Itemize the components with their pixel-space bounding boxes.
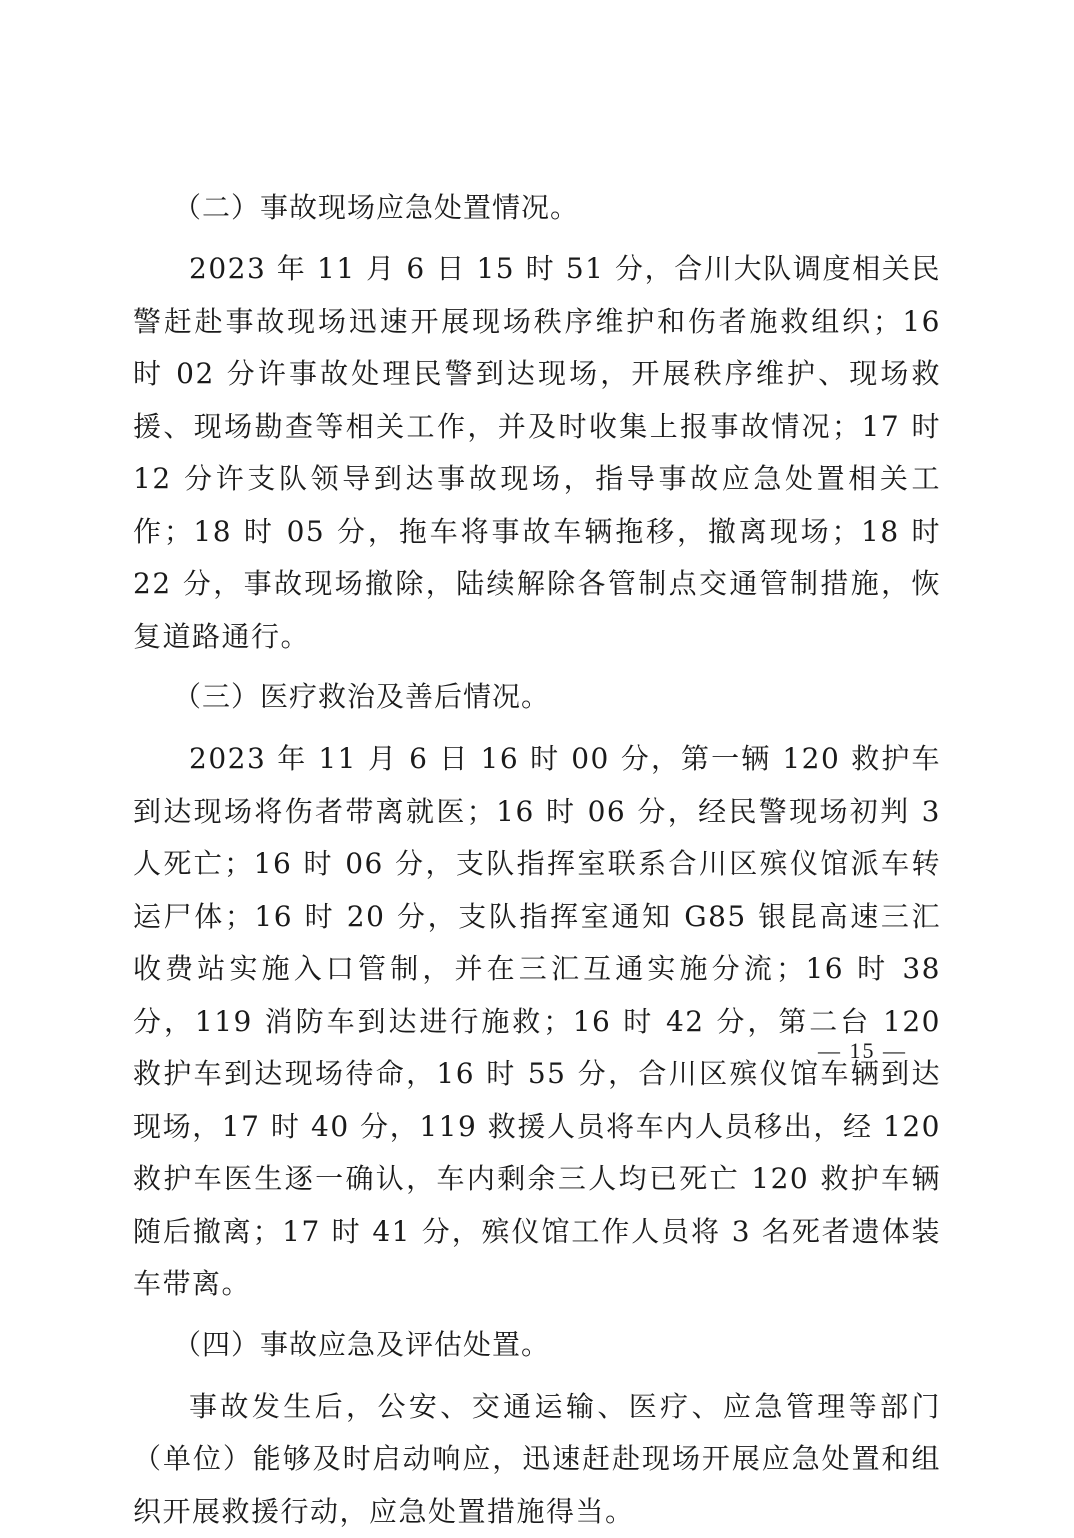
section-paragraph-3: 2023 年 11 月 6 日 16 时 00 分，第一辆 120 救护车到达现场将伤者带离就医；16 时 06 分，经民警现场初判 3 人死亡；16 时 06 分，支队指挥室联系合川区殡仪馆派车转运尸体；16 时 20 分，支队指挥室通知 G85 银昆高速三汇收费站实施入口管制，并在三汇互通实施分流；16 时 38 分，119 消防车到达进行施救；16 时 42 分，第二台 120 救护车到达现场待命，16 时 55 分，合川区殡仪馆车辆到达现场，17 时 40 分，119 救援人员将车内人员移出，经 120 救护车医生逐一确认，车内剩余三人均已死亡 120 救护车辆随后撤离；17 时 41 分，殡仪馆工作人员将 3 名死者遗体装车带离。 (133, 733, 941, 1311)
section-paragraph-2: 2023 年 11 月 6 日 15 时 51 分，合川大队调度相关民警赶赴事故现场迅速开展现场秩序维护和伤者施救组织；16 时 02 分许事故处理民警到达现场，开展秩序维护、现场救援、现场勘查等相关工作，并及时收集上报事故情况；17 时 12 分许支队领导到达事故现场，指导事故应急处置相关工作；18 时 05 分，拖车将事故车辆拖移，撤离现场；18 时 22 分，事故现场撤除，陆续解除各管制点交通管制措施，恢复道路通行。 (133, 243, 941, 663)
document-page (133, 180, 941, 1538)
section-heading-4: （四）事故应急及评估处置。 (133, 1317, 941, 1373)
section-heading-3: （三）医疗救治及善后情况。 (133, 669, 941, 725)
page-number: — 15 — (818, 1038, 907, 1064)
section-paragraph-4: 事故发生后，公安、交通运输、医疗、应急管理等部门（单位）能够及时启动响应，迅速赶赴现场开展应急处置和组织开展救援行动，应急处置措施得当。 (133, 1381, 941, 1538)
section-heading-2: （二）事故现场应急处置情况。 (133, 180, 941, 236)
